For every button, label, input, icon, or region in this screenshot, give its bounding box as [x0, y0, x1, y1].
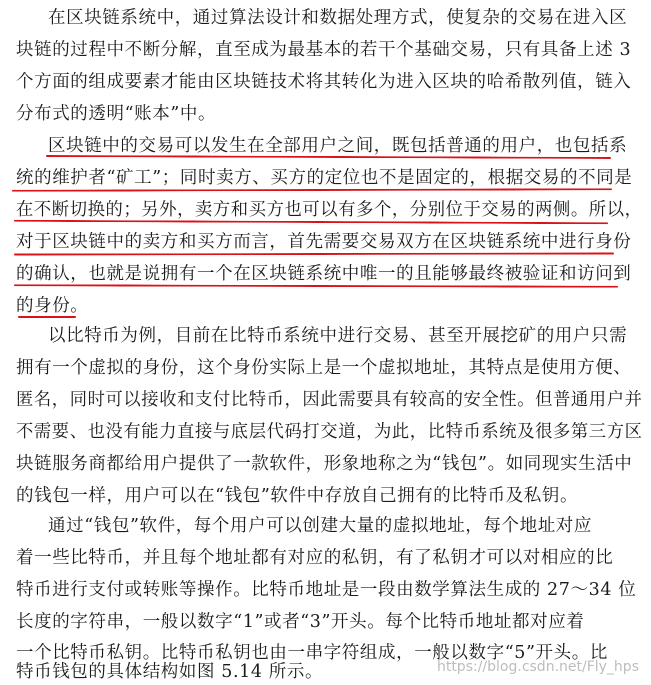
text-line: 的钱包一样，用户可以在“钱包”软件中存放自己拥有的比特币及私钥。	[16, 486, 579, 506]
red-underline	[18, 316, 76, 318]
highlighted-text-line: 对于区块链中的卖方和买方而言，首先需要交易双方在区块链系统中进行身份	[16, 232, 632, 252]
highlighted-text-line: 的确认，也就是说拥有一个在区块链系统中唯一的且能够最终被验证和访问到	[16, 264, 632, 284]
text-line: 特币进行支付或转账等操作。比特币地址是一段由数学算法生成的 27～34 位	[16, 580, 637, 600]
highlighted-text-line: 区块链中的交易可以发生在全部用户之间，既包括普通的用户，也包括系	[48, 136, 628, 156]
highlighted-text-line: 在不断切换的；另外，卖方和买方也可以有多个，分别位于交易的两侧。所以，	[16, 200, 643, 220]
highlighted-text-line: 统的维护者“矿工”；同时卖方、买方的定位也不是固定的，根据交易的不同是	[16, 168, 633, 188]
text-line: 块链的过程中不断分解，直至成为最基本的若干个基础交易，只有具备上述 3	[16, 40, 632, 60]
text-line: 不需要、也没有能力直接与底层代码打交道，为此，比特币系统及很多第三方区	[16, 422, 643, 442]
red-underline	[14, 284, 618, 288]
text-line: 通过“钱包”软件，每个用户可以创建大量的虚拟地址，每个地址对应	[48, 516, 592, 536]
watermark: https://blog.csdn.net/Fly_hps	[436, 659, 639, 675]
text-line: 长度的字符串，一般以数字“1”或者“3”开头。每个比特币地址都对应着	[16, 612, 585, 632]
text-line: 分布式的透明“账本”中。	[16, 104, 217, 124]
highlighted-text-line: 的身份。	[16, 296, 89, 316]
text-line: 匿名，同时可以接收和支付比特币，因此需要具有较高的安全性。但普通用户并	[16, 390, 643, 410]
text-line: 在区块链系统中，通过算法设计和数据处理方式，使复杂的交易在进入区	[48, 8, 628, 28]
text-line: 着一些比特币，并且每个地址都有对应的私钥，有了私钥才可以对相应的比	[16, 548, 614, 568]
text-line: 特币钱包的具体结构如图 5.14 所示。	[16, 662, 324, 682]
red-underline	[12, 188, 612, 192]
text-line: 拥有一个虚拟的身份，这个身份实际上是一个虚拟地址，其特点是使用方便、	[16, 358, 632, 378]
red-underline	[14, 252, 614, 255]
text-line: 个方面的组成要素才能由区块链技术将其转化为进入区块的哈希散列值，链入	[16, 72, 632, 92]
text-line: 一个比特币私钥。比特币私钥也由一串字符组成，一般以数字“5”开头。比	[16, 643, 608, 663]
text-line: 块链服务商都给用户提供了一款软件，形象地称之为“钱包”。如同现实生活中	[16, 454, 633, 474]
text-line: 以比特币为例，目前在比特币系统中进行交易、甚至开展挖矿的用户只需	[48, 326, 628, 346]
